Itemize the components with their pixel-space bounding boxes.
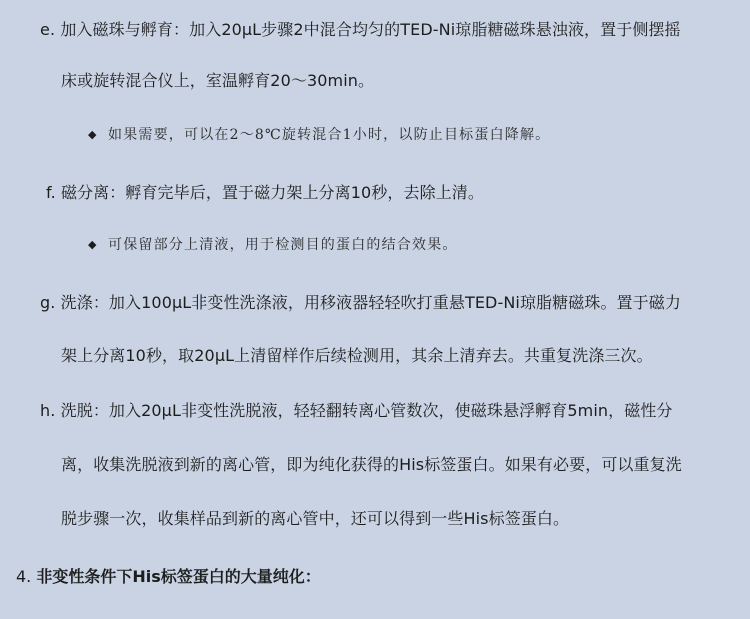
step-e-line-1: e. 加入磁珠与孵育：加入20μL步骤2中混合均匀的TED-Ni琼脂糖磁珠悬浊液，置于侧摆摇 — [40, 20, 681, 39]
diamond-bullet-icon: ◆ — [88, 238, 98, 251]
step-g-line-1: g. 洗涤：加入100μL非变性洗涤液，用移液器轻轻吹打重悬TED-Ni琼脂糖磁珠。置于磁力 — [40, 293, 681, 312]
section-number: 4. — [16, 567, 32, 586]
step-f-note — [88, 235, 458, 255]
step-f-line-1: f. 磁分离：孵育完毕后，置于磁力架上分离10秒，去除上清。 — [46, 183, 485, 202]
step-e-note — [88, 125, 550, 145]
section-heading — [16, 566, 321, 588]
diamond-bullet-icon: ◆ — [88, 128, 98, 141]
step-h-line-3: 脱步骤一次，收集样品到新的离心管中，还可以得到一些His标签蛋白。 — [61, 509, 570, 528]
step-h-line-1: h. 洗脱：加入20μL非变性洗脱液，轻轻翻转离心管数次，使磁珠悬浮孵育5min，磁性分 — [40, 401, 673, 420]
step-f-note-text: 可保留部分上清液，用于检测目的蛋白的结合效果。 — [108, 237, 458, 253]
step-e-note-text: 如果需要，可以在2～8℃旋转混合1小时，以防止目标蛋白降解。 — [108, 127, 551, 143]
section-title: 非变性条件下His标签蛋白的大量纯化： — [36, 567, 321, 586]
step-h-line-2: 离，收集洗脱液到新的离心管，即为纯化获得的His标签蛋白。如果有必要，可以重复洗 — [61, 455, 682, 474]
step-g-line-2: 架上分离10秒，取20μL上清留样作后续检测用，其余上清弃去。共重复洗涤三次。 — [61, 346, 653, 365]
step-e-line-2: 床或旋转混合仪上，室温孵育20～30min。 — [61, 71, 375, 90]
